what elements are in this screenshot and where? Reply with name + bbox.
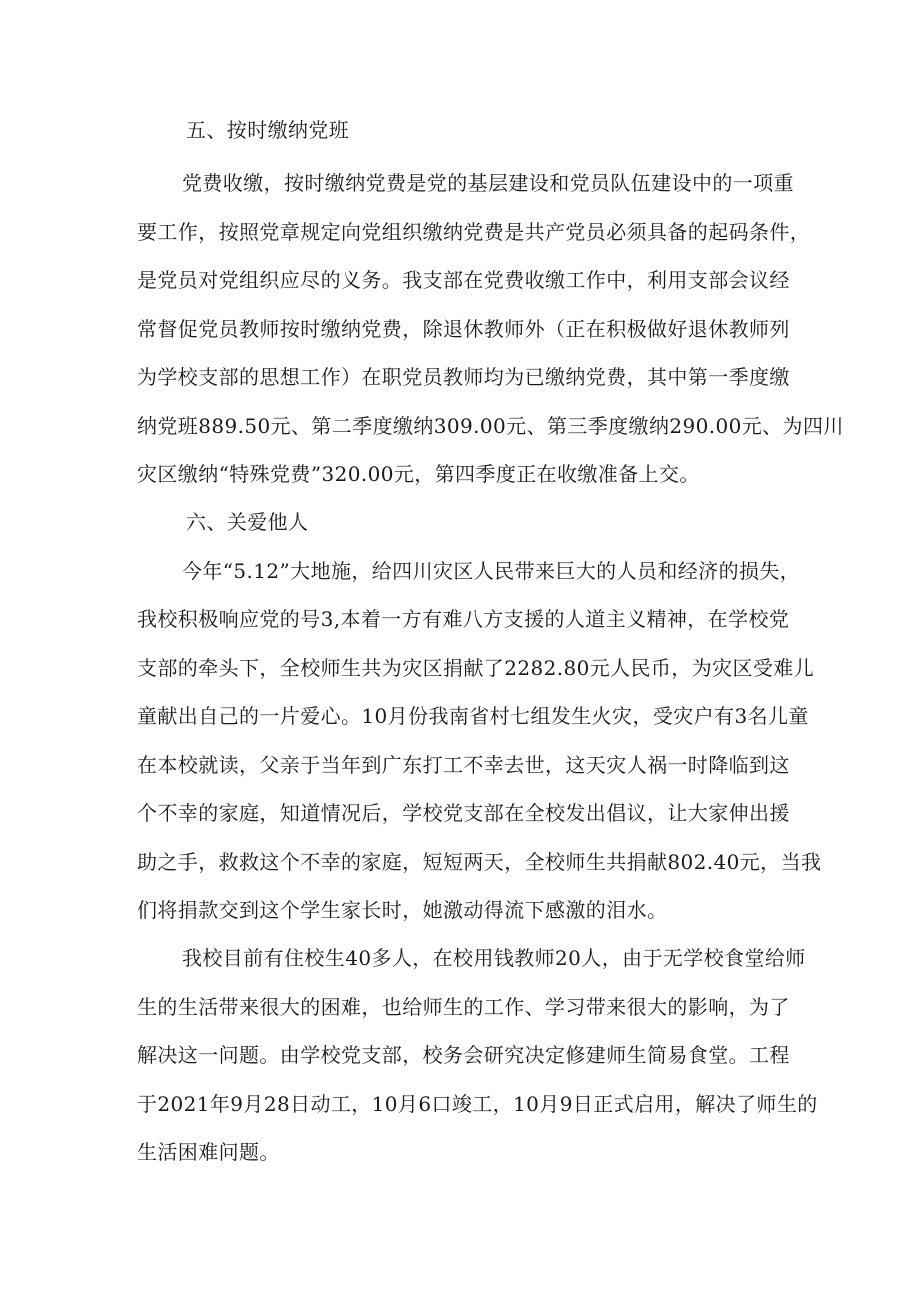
section-5-line: 常督促党员教师按时缴纳党费，除退休教师外（正在积极做好退休教师列 <box>137 317 790 341</box>
section-6-heading: 六、关爱他人 <box>186 510 309 534</box>
section-6-p2-line: 于2021年9月28日动工，10月6口竣工，10月9日正式启用，解决了师生的 <box>137 1092 818 1116</box>
section-6-p1-line: 助之手，救救这个不幸的家庭，短短两天，全校师生共捐献802.40元，当我 <box>137 850 822 874</box>
section-5-line: 灾区缴纳“特殊党费”320.00元，第四季度正在收缴准备上交。 <box>137 462 700 486</box>
section-6-p2-line: 我校目前有住校生40多人，在校用钱教师20人，由于无学校食堂给师 <box>182 946 806 970</box>
section-6-p1-line: 在本校就读，父亲于当年到广东打工不幸去世，这天灾人祸一时降临到这 <box>137 753 790 777</box>
section-6-p1-line: 我校积极响应党的号3,本着一方有难八方支援的人道主义精神，在学校党 <box>137 607 790 631</box>
section-6-p2-line: 生活困难问题。 <box>137 1140 280 1164</box>
section-6-p2-line: 解决这一问题。由学校党支部，校务会研究决定修建师生简易食堂。工程 <box>137 1043 790 1067</box>
section-5-line: 纳党班889.50元、第二季度缴纳309.00元、第三季度缴纳290.00元、为四川 <box>137 414 844 438</box>
section-6-p1-line: 们将捐款交到这个学生家长时，她激动得流下感激的泪水。 <box>137 898 668 922</box>
section-5-line: 是党员对党组织应尽的义务。我支部在党费收缴工作中，利用支部会议经 <box>137 268 790 292</box>
section-6-p1-line: 今年“5.12”大地施，给四川灾区人民带来巨大的人员和经济的损失， <box>182 559 801 583</box>
section-5-line: 党费收缴，按时缴纳党费是党的基层建设和党员队伍建设中的一项重 <box>182 171 794 195</box>
section-6-p1-line: 支部的牵头下，全校师生共为灾区捐献了2282.80元人民币，为灾区受难儿 <box>137 656 815 680</box>
section-6-p1-line: 个不幸的家庭，知道情况后，学校党支部在全校发出倡议，让大家伸出援 <box>137 801 790 825</box>
section-6-p1-line: 童献出自己的一片爱心。10月份我南省村七组发生火灾，受灾户有3名儿童 <box>137 704 809 728</box>
section-5-line: 为学校支部的思想工作）在职党员教师均为已缴纳党费，其中第一季度缴 <box>137 365 790 389</box>
section-5-heading: 五、按时缴纳党班 <box>186 118 350 142</box>
section-5-line: 要工作，按照党章规定向党组织缴纳党费是共产党员必须具备的起码条件， <box>137 220 811 244</box>
section-6-p2-line: 生的生活带来很大的困难，也给师生的工作、学习带来很大的影响，为了 <box>137 995 790 1019</box>
